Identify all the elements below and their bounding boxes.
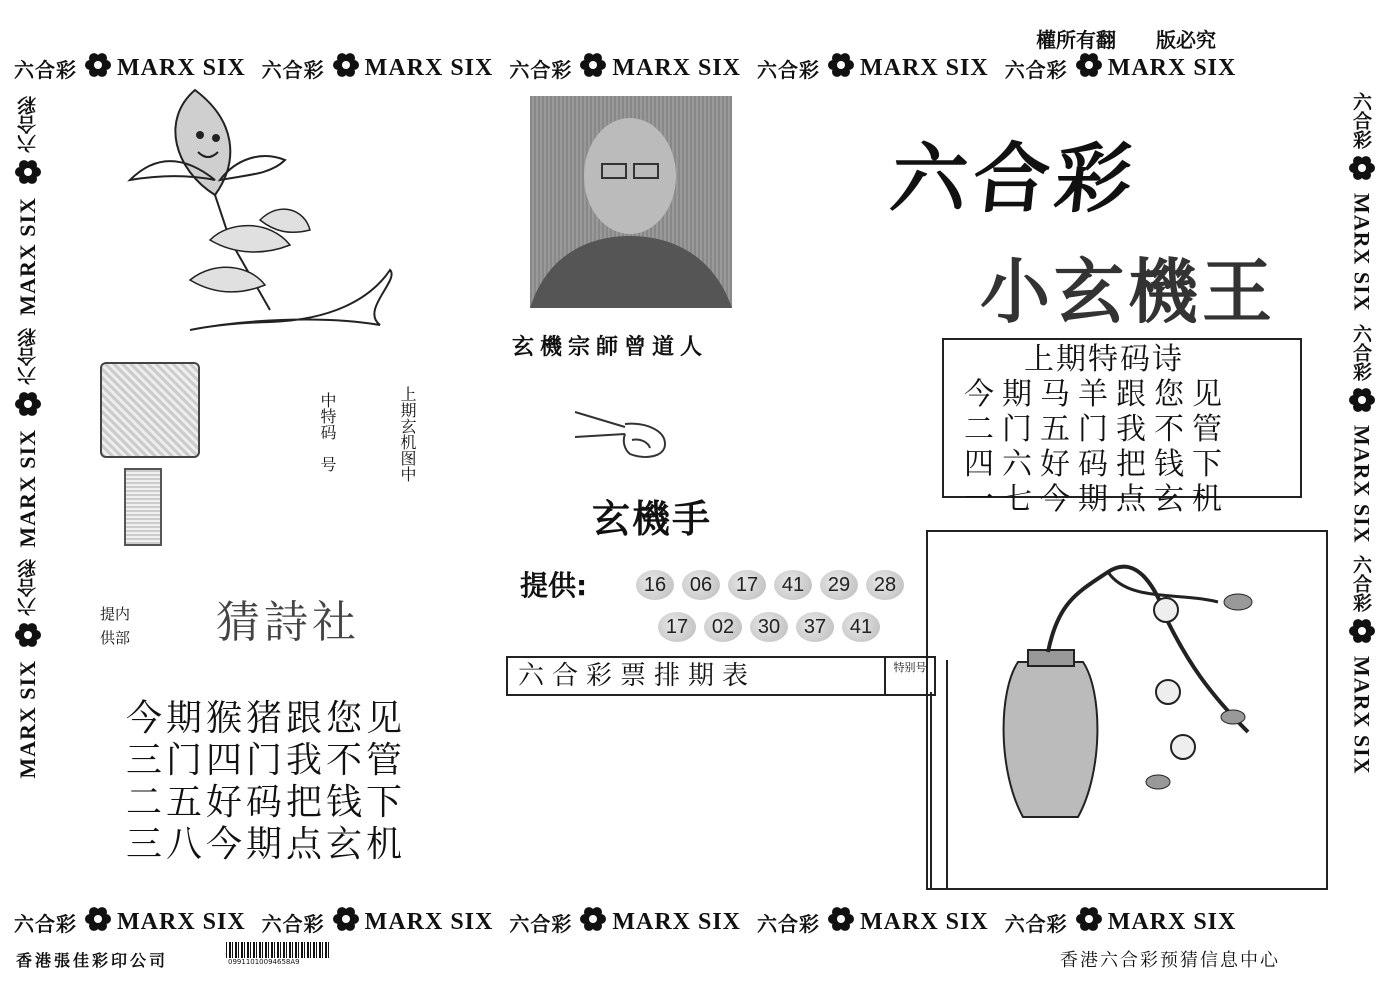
number-ball: 41	[842, 612, 880, 642]
border-cn-label: 六合彩	[17, 559, 39, 617]
vase-illustration-box	[926, 530, 1328, 890]
footer-left: 香港張佳彩印公司	[16, 951, 169, 970]
number-ball: 17	[728, 570, 766, 600]
vase-illustration	[928, 532, 1326, 888]
main-title: 六合彩	[886, 134, 1143, 223]
flower-icon	[580, 52, 606, 85]
hand-label: 玄機手	[592, 497, 713, 541]
border-cn-label: 六合彩	[17, 327, 39, 385]
smiling-leaf-plant-illustration	[120, 80, 410, 340]
society-small-label: 提内 供部	[100, 605, 131, 647]
hit-number-note: 中特码 号	[318, 392, 337, 472]
border-en-label: MARX SIX	[1349, 656, 1375, 775]
sub-title: 小玄機王	[980, 251, 1276, 333]
number-ball: 17	[658, 612, 696, 642]
border-cn-label: 六合彩	[261, 58, 325, 82]
number-ball: 41	[774, 570, 812, 600]
provide-label: 提供:	[520, 569, 588, 602]
bottom-border-strip	[14, 906, 1252, 939]
seal-handle	[124, 468, 162, 546]
poem-line: 今期马羊跟您见	[964, 377, 1230, 412]
border-en-label: MARX SIX	[117, 909, 246, 935]
border-en-label: MARX SIX	[364, 55, 494, 81]
schedule-label: 六合彩票排期表	[508, 658, 886, 694]
number-ball: 29	[820, 570, 858, 600]
prev-poem-box	[942, 338, 1302, 517]
border-en-label: MARX SIX	[860, 55, 989, 81]
flower-icon	[1349, 155, 1375, 187]
border-en-label: MARX SIX	[860, 909, 989, 935]
poem-line: 二门五门我不管	[964, 412, 1230, 447]
border-cn-label: 六合彩	[1004, 58, 1068, 82]
number-ball: 37	[796, 612, 834, 642]
poem-line: 一七今期点玄机	[964, 482, 1230, 517]
seal-stamp	[100, 362, 200, 458]
flower-icon	[580, 906, 606, 939]
barcode-text: 09911010094658A9	[228, 958, 300, 966]
victory-hand-icon	[570, 402, 670, 464]
flower-icon	[828, 906, 854, 939]
schedule-special: 特别号	[893, 661, 927, 674]
flower-icon	[828, 52, 854, 85]
poem-line: 三八今期点玄机	[126, 824, 407, 865]
border-en-label: MARX SIX	[1107, 909, 1237, 935]
poem-line: 二五好码把钱下	[126, 782, 407, 823]
flower-icon	[15, 159, 41, 191]
number-ball: 16	[636, 570, 674, 600]
border-cn-label: 六合彩	[1350, 323, 1372, 381]
border-cn-label: 六合彩	[757, 912, 821, 936]
border-en-label: MARX SIX	[14, 197, 40, 316]
border-cn-label: 六合彩	[757, 58, 821, 82]
border-en-label: MARX SIX	[1107, 55, 1237, 81]
barcode-icon	[226, 942, 330, 958]
right-border-strip	[1348, 86, 1375, 781]
border-en-label: MARX SIX	[612, 909, 742, 935]
number-ball: 02	[704, 612, 742, 642]
poem-line: 今期猴猪跟您见	[126, 698, 407, 739]
number-ball: 06	[682, 570, 720, 600]
border-en-label: MARX SIX	[364, 909, 494, 935]
border-cn-label: 六合彩	[1350, 92, 1372, 149]
flower-icon	[1349, 387, 1375, 419]
border-en-label: MARX SIX	[1349, 424, 1375, 544]
border-cn-label: 六合彩	[14, 58, 77, 82]
flower-icon	[15, 391, 41, 423]
border-cn-label: 六合彩	[509, 58, 573, 82]
border-cn-label: 六合彩	[1350, 555, 1372, 613]
flower-icon	[1076, 906, 1102, 939]
poem-line: 三门四门我不管	[126, 740, 407, 781]
schedule-table	[506, 656, 936, 696]
flower-icon	[1349, 618, 1375, 650]
flower-icon	[333, 906, 359, 939]
number-ball: 28	[866, 570, 904, 600]
society-name: 猜詩社	[216, 597, 360, 648]
border-cn-label: 六合彩	[17, 96, 39, 153]
master-portrait	[530, 96, 732, 308]
flower-icon	[15, 622, 41, 654]
left-border-strip	[14, 90, 41, 785]
copyright-text: 權所有翻 版必究	[1036, 28, 1216, 52]
border-en-label: MARX SIX	[14, 660, 40, 779]
border-cn-label: 六合彩	[261, 912, 325, 936]
master-caption: 玄機宗師曾道人	[512, 334, 709, 360]
flower-icon	[1076, 52, 1102, 85]
border-cn-label: 六合彩	[1004, 912, 1068, 936]
prev-chart-note: 上期玄机图中	[398, 386, 417, 482]
flower-icon	[85, 906, 111, 939]
prev-poem-heading: 上期特码诗	[1024, 342, 1184, 377]
border-en-label: MARX SIX	[1349, 193, 1375, 312]
border-en-label: MARX SIX	[117, 55, 246, 81]
footer-right: 香港六合彩预猜信息中心	[1060, 950, 1280, 971]
numbers-row-1	[636, 570, 912, 600]
border-en-label: MARX SIX	[612, 55, 742, 81]
border-cn-label: 六合彩	[509, 912, 573, 936]
flower-icon	[85, 52, 111, 85]
border-cn-label: 六合彩	[14, 912, 77, 936]
poem-line: 四六好码把钱下	[964, 447, 1230, 482]
border-en-label: MARX SIX	[14, 428, 40, 548]
smiling-leaf-icon	[130, 90, 285, 195]
numbers-row-2	[658, 612, 888, 642]
guess-poem	[126, 698, 406, 866]
number-ball: 30	[750, 612, 788, 642]
